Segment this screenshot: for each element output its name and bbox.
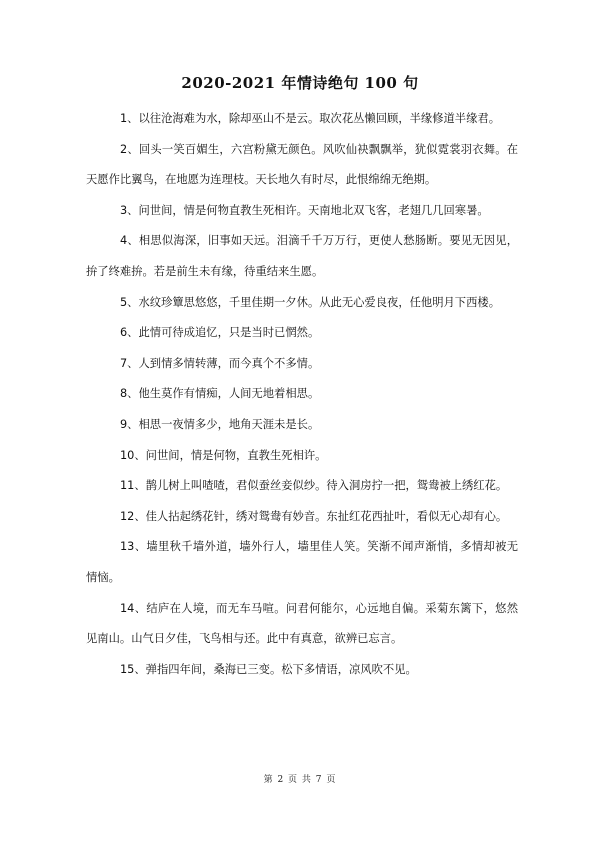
list-item: 1、以往沧海难为水，除却巫山不是云。取次花丛懒回顾，半缘修道半缘君。 — [120, 112, 500, 125]
list-item: 10、问世间，情是何物，直教生死相许。 — [120, 448, 327, 462]
list-item: 9、相思一夜情多少，地角天涯未是长。 — [120, 417, 320, 431]
list-item: 5、水纹珍簟思悠悠，千里佳期一夕休。从此无心爱良夜，任他明月下西楼。 — [120, 295, 500, 309]
list-item: 11、鹊儿树上叫喳喳，君似蚕丝妾似纱。待入洞房拧一把，鸳鸯被上绣红花。 — [120, 479, 508, 493]
list-item: 15、弹指四年间，桑海已三变。松下多情语，凉风吹不见。 — [120, 662, 417, 676]
list-item: 4、相思似海深，旧事如天远。泪滴千千万万行，更使人愁肠断。要见无因见，拚了终难拚。若是前生未有缘，待重结来生愿。 — [86, 234, 518, 278]
list-item: 7、人到情多情转薄，而今真个不多情。 — [120, 356, 320, 370]
list-item: 2、回头一笑百媚生，六宫粉黛无颜色。风吹仙袂飘飘举，犹似霓裳羽衣舞。在天愿作比翼鸟，在地愿为连理枝。天长地久有时尽，此恨绵绵无绝期。 — [86, 142, 518, 187]
page-title: 2020-2021 年情诗绝句 100 句 — [181, 74, 419, 92]
list-item: 14、结庐在人境，而无车马喧。问君何能尔，心远地自偏。采菊东篱下，悠然见南山。山气日夕佳，飞鸟相与还。此中有真意，欲辨已忘言。 — [86, 601, 518, 646]
list-item: 6、此情可待成追忆，只是当时已惘然。 — [120, 326, 320, 340]
list-item: 3、问世间，情是何物直教生死相许。天南地北双飞客，老翅几几回寒暑。 — [120, 203, 489, 217]
poem-list — [86, 104, 518, 685]
list-item: 12、佳人拈起绣花针，绣对鸳鸯有妙音。东扯红花西扯叶，看似无心却有心。 — [120, 509, 508, 523]
list-item: 8、他生莫作有情痴，人间无地着相思。 — [120, 387, 320, 401]
list-item: 13、墙里秋千墙外道，墙外行人，墙里佳人笑。笑渐不闻声渐悄，多情却被无情恼。 — [86, 540, 518, 584]
page-number: 第 2 页 共 7 页 — [263, 775, 337, 785]
